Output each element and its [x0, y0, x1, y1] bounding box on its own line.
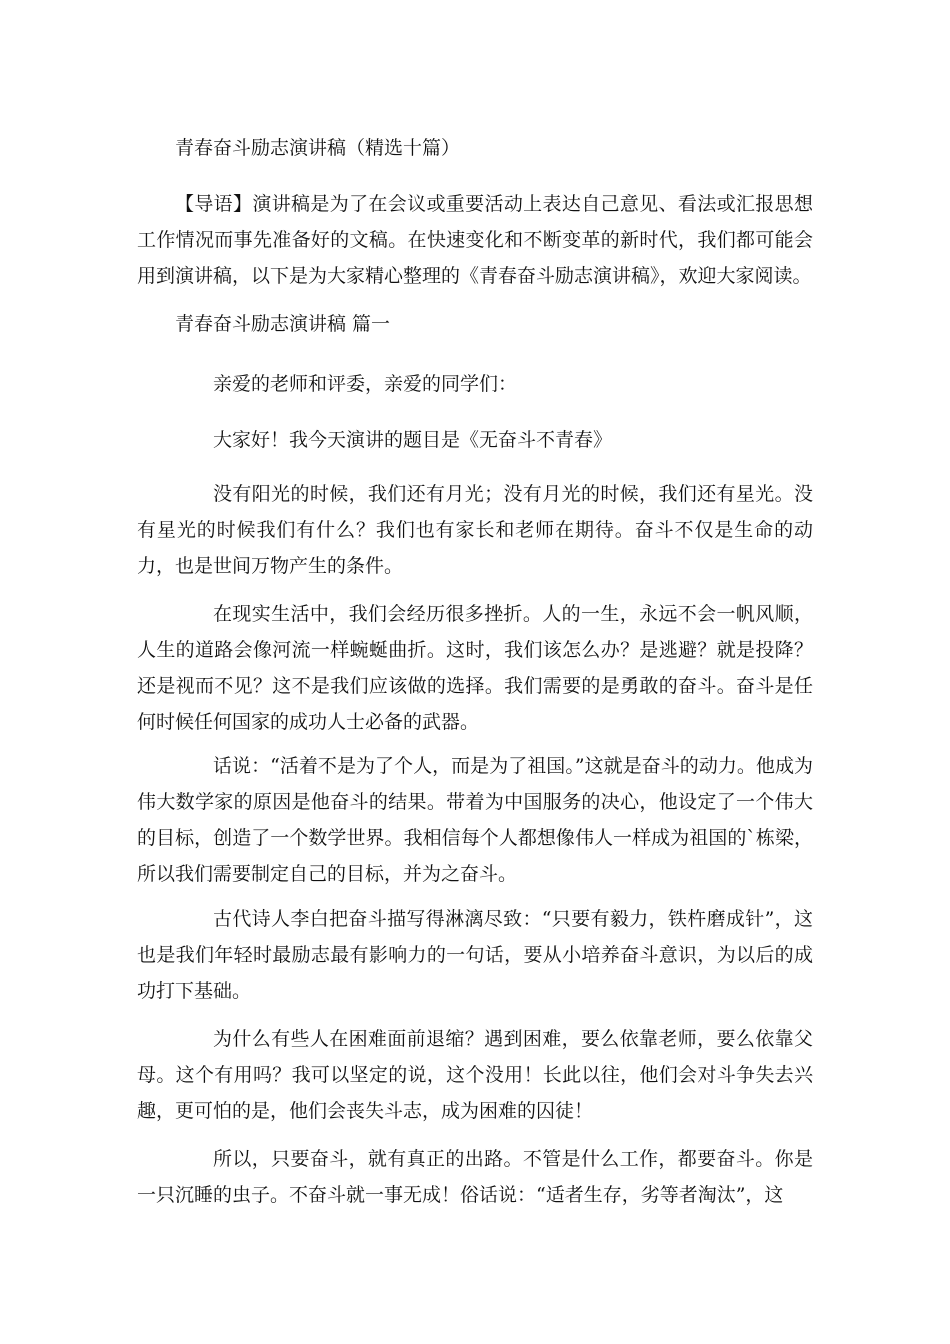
body-paragraph-6: 所以，只要奋斗，就有真正的出路。不管是什么工作，都要奋斗。你是一只沉睡的虫子。不奋斗就一事无成！俗话说：“适者生存，劣等者淘汰”，这: [137, 1148, 813, 1206]
body-paragraph-2: 在现实生活中，我们会经历很多挫折。人的一生，永远不会一帆风顺，人生的道路会像河流一样蜿蜒曲折。这时，我们该怎么办？是逃避？就是投降？还是视而不见？这不是我们应该做的选择。我们需要的是勇敢的奋斗。奋斗是任何时候任何国家的成功人士必备的武器。: [137, 603, 813, 733]
salutation-line: 亲爱的老师和评委，亲爱的同学们：: [213, 373, 518, 395]
greeting-line: 大家好！我今天演讲的题目是《无奋斗不青春》: [213, 429, 613, 451]
intro-paragraph: 【导语】演讲稿是为了在会议或重要活动上表达自己意见、看法或汇报思想工作情况而事先准备好的文稿。在快速变化和不断变革的新时代，我们都可能会用到演讲稿，以下是为大家精心整理的《青春奋斗励志演讲稿》，欢迎大家阅读。: [137, 193, 813, 287]
body-paragraph-4: 古代诗人李白把奋斗描写得淋漓尽致：“只要有毅力，铁杵磨成针”，这也是我们年轻时最励志最有影响力的一句话，要从小培养奋斗意识，为以后的成功打下基础。: [137, 908, 813, 1002]
section-heading: 青春奋斗励志演讲稿 篇一: [175, 313, 391, 335]
body-paragraph-5: 为什么有些人在困难面前退缩？遇到困难，要么依靠老师，要么依靠父母。这个有用吗？我可以坚定的说，这个没用！长此以往，他们会对斗争失去兴趣，更可怕的是，他们会丧失斗志，成为困难的囚徒！: [137, 1028, 813, 1122]
body-paragraph-3: 话说：“活着不是为了个人，而是为了祖国。”这就是奋斗的动力。他成为伟大数学家的原因是他奋斗的结果。带着为中国服务的决心，他设定了一个伟大的目标，创造了一个数学世界。我相信每个人都想像伟人一样成为祖国的`栋梁，所以我们需要制定自己的目标，并为之奋斗。: [137, 755, 813, 885]
body-paragraph-1: 没有阳光的时候，我们还有月光；没有月光的时候，我们还有星光。没有星光的时候我们有什么？我们也有家长和老师在期待。奋斗不仅是生命的动力，也是世间万物产生的条件。: [137, 483, 813, 577]
document-title: 青春奋斗励志演讲稿（精选十篇）: [175, 137, 461, 159]
